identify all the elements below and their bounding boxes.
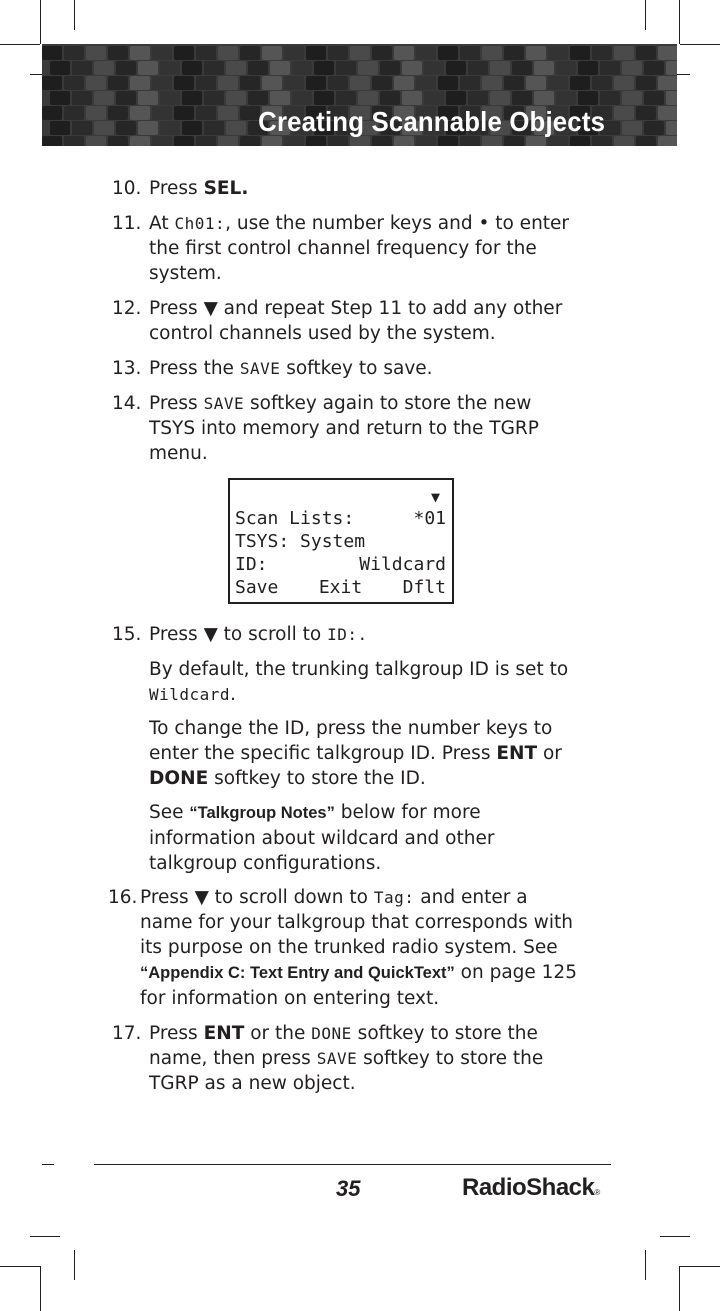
banner-tile	[380, 61, 400, 75]
crop-mark	[679, 1266, 680, 1311]
banner-tile	[504, 76, 524, 90]
lcd-screen	[228, 478, 454, 604]
banner-tile	[658, 106, 677, 120]
crop-mark	[74, 0, 75, 30]
banner-tile	[204, 61, 224, 75]
step-10: 10. Press SEL.	[112, 178, 249, 199]
banner-tile	[174, 76, 194, 90]
banner-tile	[336, 61, 356, 75]
banner-tile	[622, 61, 642, 75]
banner-tile	[218, 76, 238, 90]
banner-tile	[644, 61, 664, 75]
banner-tile	[556, 61, 576, 75]
banner-tile	[512, 91, 532, 105]
banner-tile	[182, 91, 202, 105]
banner-tile	[658, 46, 677, 60]
banner-tile	[248, 61, 268, 75]
banner-tile	[658, 76, 677, 90]
banner-tile	[328, 46, 348, 60]
banner-tile	[138, 121, 158, 135]
banner-tile	[108, 106, 128, 120]
banner-tile	[592, 46, 612, 60]
banner-tile	[94, 61, 114, 75]
banner-tile	[292, 91, 312, 105]
banner-tile	[262, 76, 282, 90]
banner-tile	[240, 76, 260, 90]
banner-tile	[482, 76, 502, 90]
banner-tile	[490, 91, 510, 105]
banner-tile	[130, 106, 150, 120]
banner-tile	[438, 46, 458, 60]
instructions	[108, 176, 582, 1106]
banner-tile	[174, 46, 194, 60]
cross-reference-link[interactable]: “Talkgroup Notes”	[189, 804, 335, 822]
banner-tile	[108, 136, 128, 146]
crop-mark	[645, 1250, 646, 1280]
banner-tile	[50, 61, 70, 75]
lcd-text: ID:.	[327, 625, 368, 644]
banner-tile	[446, 61, 466, 75]
banner-tile	[468, 91, 488, 105]
banner-tile	[86, 136, 106, 146]
banner-tile	[130, 76, 150, 90]
banner-tile	[248, 91, 268, 105]
banner-tile	[64, 136, 84, 146]
banner-tile	[284, 76, 304, 90]
softkey-save[interactable]: Save	[235, 577, 279, 598]
banner-tile	[152, 106, 172, 120]
banner-tile	[72, 91, 92, 105]
banner-tile	[644, 91, 664, 105]
banner-tile	[182, 61, 202, 75]
banner-tile	[116, 121, 136, 135]
banner-tile	[240, 136, 260, 146]
crop-mark	[645, 0, 646, 30]
banner-tile	[570, 76, 590, 90]
banner-tile	[152, 76, 172, 90]
banner-tile	[636, 136, 656, 146]
banner-tile	[578, 91, 598, 105]
banner-tile	[64, 46, 84, 60]
banner-tile	[358, 91, 378, 105]
crop-mark	[40, 0, 41, 44]
banner-tile	[292, 61, 312, 75]
step-15: 15. Press ▼ to scroll to ID:.	[112, 624, 368, 645]
banner-tile	[446, 91, 466, 105]
page-number: 35	[336, 1176, 361, 1201]
banner-tile	[270, 91, 290, 105]
banner-tile	[490, 61, 510, 75]
sel-key: SEL.	[203, 178, 249, 199]
chapter-banner	[42, 44, 677, 146]
banner-tile	[380, 91, 400, 105]
banner-tile	[284, 46, 304, 60]
banner-tile	[570, 46, 590, 60]
banner-tile	[614, 46, 634, 60]
crop-mark	[30, 1236, 60, 1237]
lcd-text: SAVE	[239, 359, 281, 378]
lcd-row-scan-lists: Scan Lists: *01	[235, 508, 446, 529]
banner-tile	[152, 136, 172, 146]
banner-tile	[578, 61, 598, 75]
banner-tile	[240, 106, 260, 120]
banner-tile	[306, 46, 326, 60]
banner-tile	[108, 76, 128, 90]
banner-tile	[116, 61, 136, 75]
softkey-dflt[interactable]: Dflt	[402, 577, 446, 598]
lcd-text: DONE	[311, 1024, 352, 1043]
banner-tile	[226, 91, 246, 105]
step-14: 14. Press SAVE softkey again to store the new TSYS into memory and return to the TGRP menu.	[112, 393, 539, 464]
banner-tile	[482, 46, 502, 60]
banner-tile	[314, 91, 334, 105]
crop-mark	[679, 0, 680, 44]
banner-tile	[394, 76, 414, 90]
banner-tile	[94, 121, 114, 135]
banner-tile	[50, 121, 70, 135]
banner-tile	[270, 61, 290, 75]
lcd-text: SAVE	[203, 394, 245, 413]
crop-mark	[660, 1236, 690, 1237]
banner-tile	[42, 76, 62, 90]
banner-tile	[226, 61, 246, 75]
banner-tile	[138, 91, 158, 105]
crop-mark	[42, 1164, 54, 1165]
banner-tile	[130, 46, 150, 60]
banner-tile	[666, 91, 677, 105]
banner-tile	[636, 106, 656, 120]
banner-tile	[622, 121, 642, 135]
banner-tile	[424, 61, 444, 75]
banner-tile	[182, 121, 202, 135]
banner-tile	[350, 46, 370, 60]
banner-tile	[240, 46, 260, 60]
banner-tile	[86, 76, 106, 90]
banner-tile	[548, 76, 568, 90]
crop-mark	[0, 44, 40, 45]
banner-tile	[526, 46, 546, 60]
banner-tile	[226, 121, 246, 135]
banner-tile	[666, 61, 677, 75]
banner-tile	[64, 106, 84, 120]
chapter-title: Creating Scannable Objects	[258, 106, 605, 137]
crop-mark	[680, 1266, 720, 1267]
banner-tile	[138, 61, 158, 75]
scroll-down-arrow-icon: ▼	[430, 488, 440, 506]
banner-tile	[614, 106, 634, 120]
softkey-exit[interactable]: Exit	[318, 577, 363, 598]
step-15-para-3: See “Talkgroup Notes” below for more information about wildcard and other talkgroup configurations.	[149, 802, 495, 874]
banner-tile	[636, 46, 656, 60]
banner-tile	[394, 46, 414, 60]
banner-tile	[218, 106, 238, 120]
radioshack-logo: RadioShack®	[462, 1174, 600, 1201]
banner-tile	[468, 61, 488, 75]
banner-tile	[160, 61, 180, 75]
banner-tile	[548, 46, 568, 60]
banner-tile	[336, 91, 356, 105]
banner-tile	[72, 121, 92, 135]
banner-tile	[372, 76, 392, 90]
banner-tile	[402, 61, 422, 75]
lcd-row-tsys: TSYS: System	[235, 531, 366, 552]
banner-tile	[416, 76, 436, 90]
step-15-para-1: By default, the trunking talkgroup ID is set to Wildcard.	[149, 659, 569, 705]
step-13: 13. Press the SAVE softkey to save.	[112, 358, 433, 379]
banner-tile	[622, 91, 642, 105]
banner-tile	[438, 76, 458, 90]
banner-tile	[512, 61, 532, 75]
banner-tile	[666, 121, 677, 135]
crop-mark	[40, 1266, 41, 1311]
banner-tile	[460, 76, 480, 90]
lcd-softkey-row	[235, 577, 446, 599]
banner-tile	[130, 136, 150, 146]
banner-tile	[108, 46, 128, 60]
banner-tile	[314, 61, 334, 75]
banner-tile	[402, 91, 422, 105]
banner-tile	[592, 76, 612, 90]
banner-tile	[196, 106, 216, 120]
step-16: 16. Press ▼ to scroll down to Tag: and enter a name for your talkgroup that corresponds with its purpose on the trunked radio system. See “Appendix C: Text Entry and QuickText” on page 125 for information on entering text.	[108, 887, 577, 1009]
banner-tile	[174, 106, 194, 120]
banner-tile	[64, 76, 84, 90]
banner-tile	[86, 106, 106, 120]
lcd-text: Tag:	[373, 888, 415, 907]
banner-tile	[160, 121, 180, 135]
banner-tile	[50, 91, 70, 105]
banner-tile	[350, 76, 370, 90]
lcd-text: Ch01:	[174, 214, 226, 233]
banner-tile	[196, 136, 216, 146]
banner-tile	[42, 106, 62, 120]
banner-tile	[262, 46, 282, 60]
banner-tile	[644, 121, 664, 135]
banner-tile	[534, 61, 554, 75]
banner-tile	[534, 91, 554, 105]
banner-tile	[218, 46, 238, 60]
banner-tile	[160, 91, 180, 105]
banner-tile	[86, 46, 106, 60]
step-15-para-2: To change the ID, press the number keys to enter the specific talkgroup ID. Press ENT or DONE softkey to store the ID.	[149, 718, 562, 789]
banner-tile	[174, 136, 194, 146]
banner-tile	[460, 46, 480, 60]
banner-tile	[658, 136, 677, 146]
banner-tile	[526, 76, 546, 90]
banner-tile	[94, 91, 114, 105]
banner-tile	[42, 136, 62, 146]
banner-tile	[424, 91, 444, 105]
banner-tile	[152, 46, 172, 60]
banner-tile	[196, 76, 216, 90]
banner-tile	[204, 91, 224, 105]
footer-rule	[94, 1164, 611, 1165]
banner-tile	[636, 76, 656, 90]
banner-tile	[358, 61, 378, 75]
banner-tile	[42, 46, 62, 60]
lcd-text: Wildcard	[149, 685, 231, 704]
banner-tile	[614, 76, 634, 90]
crop-mark	[680, 44, 720, 45]
crop-mark	[74, 1250, 75, 1280]
lcd-row-id: ID: Wildcard	[235, 554, 446, 575]
banner-tile	[614, 136, 634, 146]
step-12: 12. Press ▼ and repeat Step 11 to add any other control channels used by the system.	[112, 298, 563, 344]
banner-tile	[328, 76, 348, 90]
step-11: 11. At Ch01:, use the number keys and • to enter the first control channel frequency for the system.	[112, 213, 570, 284]
banner-tile	[372, 46, 392, 60]
lcd-text: SAVE	[316, 1049, 358, 1068]
banner-tile	[72, 61, 92, 75]
banner-tile	[416, 46, 436, 60]
banner-tile	[600, 91, 620, 105]
step-17: 17. Press ENT or the DONE softkey to store the name, then press SAVE softkey to store the TGRP as a new object.	[112, 1023, 544, 1094]
banner-tile	[204, 121, 224, 135]
banner-tile	[196, 46, 216, 60]
crop-mark	[0, 1266, 40, 1267]
banner-tile	[600, 61, 620, 75]
banner-tile	[556, 91, 576, 105]
banner-tile	[504, 46, 524, 60]
banner-tile	[218, 136, 238, 146]
banner-tile	[116, 91, 136, 105]
banner-tile	[306, 76, 326, 90]
cross-reference-link[interactable]: “Appendix C: Text Entry and QuickText”	[140, 964, 455, 982]
